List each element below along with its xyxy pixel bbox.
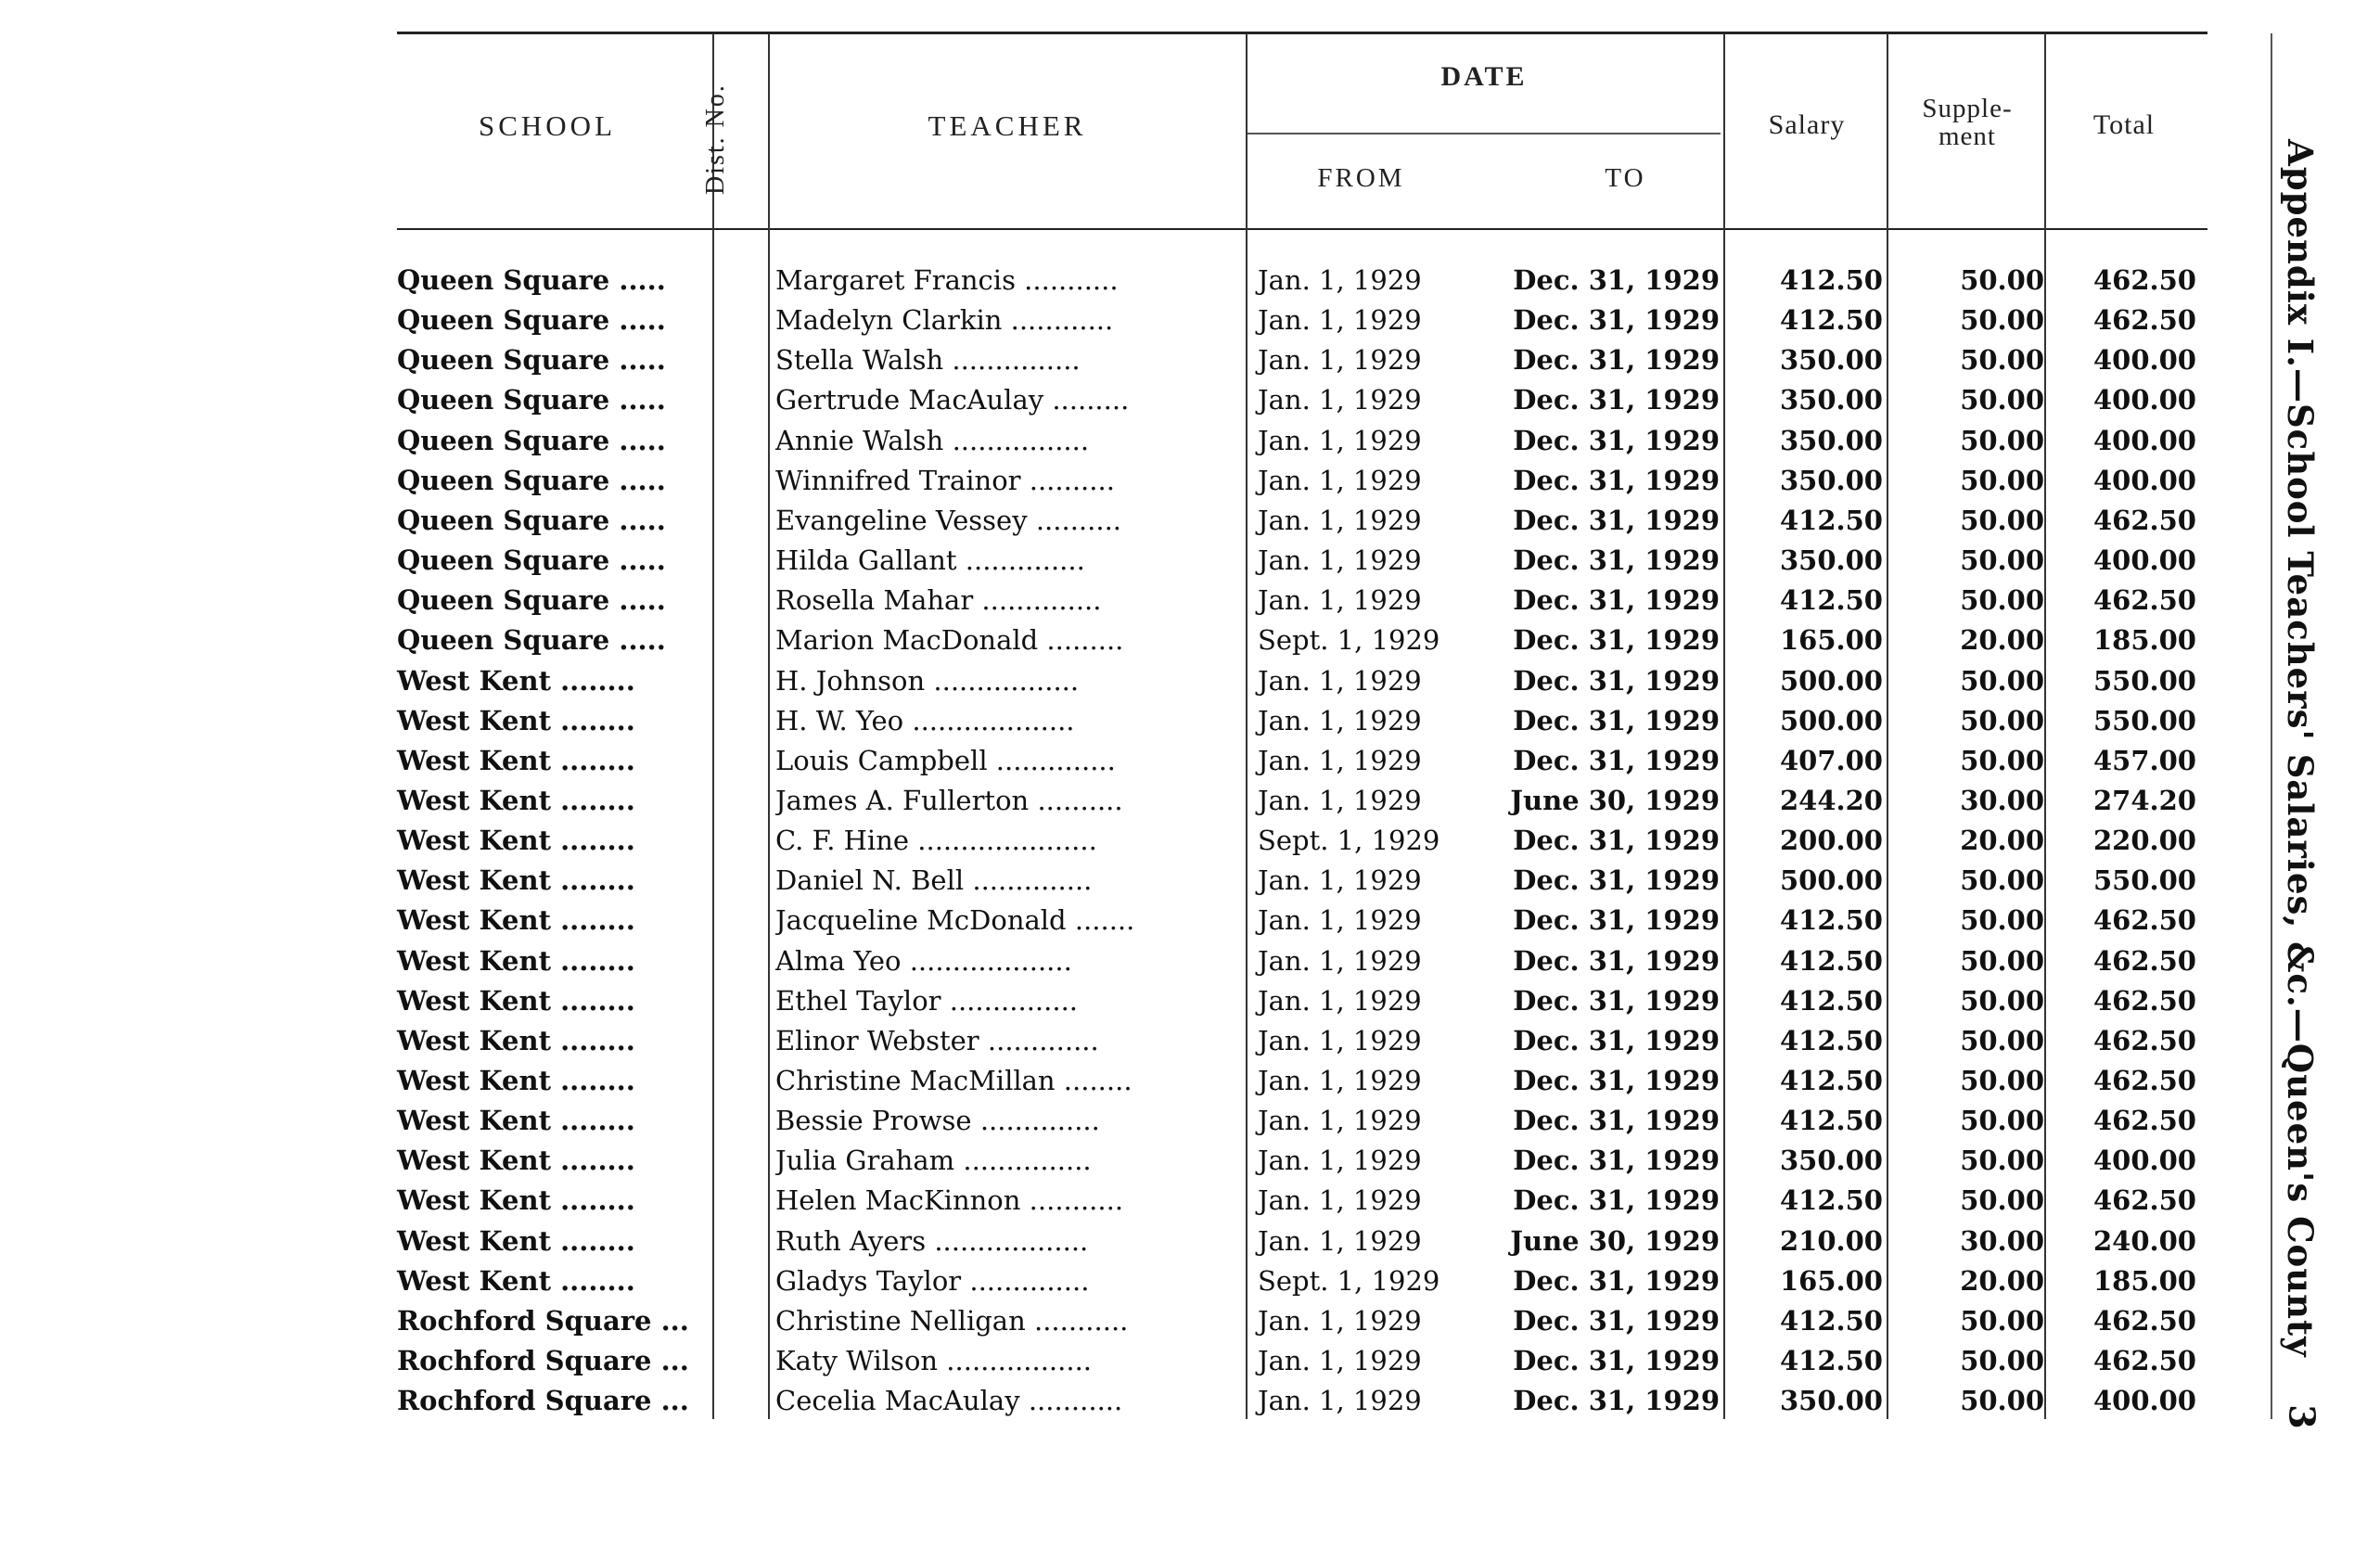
supplement-cell: 50.00 — [1960, 1024, 2044, 1056]
school-cell: Rochford Square ... — [397, 1304, 689, 1337]
salary-cell: 500.00 — [1780, 864, 1883, 897]
total-cell: 550.00 — [2093, 864, 2196, 897]
salary-cell: 500.00 — [1780, 704, 1883, 736]
supplement-cell: 50.00 — [1960, 1184, 2044, 1217]
teacher-cell: Stella Walsh ............... — [775, 344, 1081, 377]
table-row — [0, 621, 2226, 660]
total-cell: 185.00 — [2093, 1264, 2196, 1297]
date-to-cell: Dec. 31, 1929 — [1513, 1145, 1720, 1177]
school-cell: Queen Square ..... — [397, 624, 666, 657]
date-from-cell: Jan. 1, 1929 — [1258, 384, 1422, 416]
total-cell: 462.50 — [2093, 264, 2196, 296]
date-from-cell: Jan. 1, 1929 — [1258, 784, 1422, 816]
date-from-cell: Jan. 1, 1929 — [1258, 704, 1422, 736]
table-row — [0, 861, 2226, 901]
top-rule — [397, 32, 2207, 34]
teacher-cell: Christine Nelligan ........... — [775, 1304, 1129, 1337]
header-school: SCHOOL — [478, 109, 616, 142]
table-row — [0, 421, 2226, 461]
date-to-cell: Dec. 31, 1929 — [1513, 1065, 1720, 1096]
date-from-cell: Jan. 1, 1929 — [1258, 304, 1422, 337]
salary-cell: 350.00 — [1780, 1385, 1883, 1417]
table-row — [0, 741, 2226, 781]
date-from-cell: Jan. 1, 1929 — [1258, 464, 1422, 496]
date-to-cell: Dec. 31, 1929 — [1513, 1304, 1720, 1337]
date-from-cell: Jan. 1, 1929 — [1258, 424, 1422, 456]
table-row — [0, 1021, 2226, 1061]
salary-cell: 200.00 — [1780, 825, 1883, 857]
date-from-cell: Jan. 1, 1929 — [1258, 584, 1422, 617]
school-cell: Queen Square ..... — [397, 464, 666, 496]
date-to-cell: Dec. 31, 1929 — [1513, 1264, 1720, 1297]
date-to-cell: June 30, 1929 — [1510, 1224, 1720, 1257]
teacher-cell: Ethel Taylor ............... — [775, 984, 1079, 1017]
date-to-cell: Dec. 31, 1929 — [1513, 664, 1720, 697]
date-to-cell: Dec. 31, 1929 — [1513, 1385, 1720, 1417]
supplement-cell: 50.00 — [1960, 584, 2044, 617]
school-cell: West Kent ........ — [397, 825, 635, 857]
school-cell: West Kent ........ — [397, 1065, 635, 1096]
school-cell: West Kent ........ — [397, 1184, 635, 1217]
teacher-cell: Winnifred Trainor .......... — [775, 464, 1115, 496]
teacher-cell: Hilda Gallant .............. — [775, 544, 1085, 577]
school-cell: Queen Square ..... — [397, 344, 666, 377]
supplement-cell: 50.00 — [1960, 984, 2044, 1017]
salary-cell: 412.50 — [1780, 904, 1883, 937]
header-dist-no-label: Dist. No. — [701, 83, 730, 195]
teacher-cell: Gertrude MacAulay ......... — [775, 384, 1130, 416]
teacher-cell: Annie Walsh ................ — [775, 424, 1090, 456]
salary-cell: 412.50 — [1780, 1105, 1883, 1137]
header-bottom-rule — [397, 228, 2207, 230]
date-to-cell: Dec. 31, 1929 — [1513, 504, 1720, 536]
table-row — [0, 340, 2226, 380]
date-to-cell: Dec. 31, 1929 — [1513, 864, 1720, 897]
table-row — [0, 701, 2226, 741]
total-cell: 462.50 — [2093, 1065, 2196, 1096]
salary-cell: 350.00 — [1780, 544, 1883, 577]
date-to-cell: June 30, 1929 — [1510, 784, 1720, 816]
date-to-cell: Dec. 31, 1929 — [1513, 825, 1720, 857]
total-cell: 462.50 — [2093, 1105, 2196, 1137]
teacher-cell: Bessie Prowse .............. — [775, 1105, 1100, 1137]
date-from-cell: Jan. 1, 1929 — [1258, 344, 1422, 377]
date-from-cell: Sept. 1, 1929 — [1258, 825, 1440, 857]
date-to-cell: Dec. 31, 1929 — [1513, 264, 1720, 296]
total-cell: 274.20 — [2093, 784, 2196, 816]
supplement-cell: 50.00 — [1960, 904, 2044, 937]
date-to-cell: Dec. 31, 1929 — [1513, 1024, 1720, 1056]
school-cell: West Kent ........ — [397, 944, 635, 977]
supplement-cell: 50.00 — [1960, 544, 2044, 577]
header-supplement: Supple- ment — [1922, 94, 2013, 151]
salary-cell: 412.50 — [1780, 1065, 1883, 1096]
teacher-cell: Margaret Francis ........... — [775, 264, 1119, 296]
date-to-cell: Dec. 31, 1929 — [1513, 344, 1720, 377]
date-from-cell: Jan. 1, 1929 — [1258, 1304, 1422, 1337]
table-row — [0, 1061, 2226, 1101]
teacher-cell: Cecelia MacAulay ........... — [775, 1385, 1123, 1417]
date-from-cell: Jan. 1, 1929 — [1258, 264, 1422, 296]
date-from-cell: Jan. 1, 1929 — [1258, 1385, 1422, 1417]
teacher-cell: Evangeline Vessey .......... — [775, 504, 1122, 536]
date-to-cell: Dec. 31, 1929 — [1513, 704, 1720, 736]
date-to-cell: Dec. 31, 1929 — [1513, 984, 1720, 1017]
salary-cell: 412.50 — [1780, 984, 1883, 1017]
total-cell: 462.50 — [2093, 584, 2196, 617]
table-row — [0, 981, 2226, 1021]
school-cell: West Kent ........ — [397, 664, 635, 697]
school-cell: West Kent ........ — [397, 704, 635, 736]
date-from-cell: Jan. 1, 1929 — [1258, 944, 1422, 977]
table-row — [0, 581, 2226, 621]
table-row — [0, 901, 2226, 940]
teacher-cell: Katy Wilson ................. — [775, 1345, 1093, 1377]
salary-cell: 210.00 — [1780, 1224, 1883, 1257]
school-cell: Rochford Square ... — [397, 1385, 689, 1417]
date-from-cell: Jan. 1, 1929 — [1258, 1024, 1422, 1056]
salary-cell: 165.00 — [1780, 624, 1883, 657]
header-date: DATE — [1440, 61, 1528, 92]
school-cell: West Kent ........ — [397, 864, 635, 897]
date-to-cell: Dec. 31, 1929 — [1513, 744, 1720, 776]
total-cell: 462.50 — [2093, 304, 2196, 337]
salary-cell: 350.00 — [1780, 424, 1883, 456]
teacher-cell: Julia Graham ............... — [775, 1145, 1092, 1177]
table-row — [0, 941, 2226, 981]
supplement-cell: 50.00 — [1960, 304, 2044, 337]
supplement-cell: 20.00 — [1960, 1264, 2044, 1297]
date-to-cell: Dec. 31, 1929 — [1513, 464, 1720, 496]
school-cell: West Kent ........ — [397, 904, 635, 937]
teacher-cell: Helen MacKinnon ........... — [775, 1184, 1124, 1217]
side-title: Appendix I.—School Teachers' Salaries, &c.—Queen's County — [2280, 139, 2321, 1358]
supplement-cell: 50.00 — [1960, 704, 2044, 736]
salary-cell: 350.00 — [1780, 384, 1883, 416]
supplement-cell: 50.00 — [1960, 1385, 2044, 1417]
table-row — [0, 1222, 2226, 1261]
total-cell: 550.00 — [2093, 704, 2196, 736]
teacher-cell: Rosella Mahar .............. — [775, 584, 1102, 617]
date-divider-rule — [1248, 133, 1721, 134]
date-from-cell: Jan. 1, 1929 — [1258, 1065, 1422, 1096]
supplement-cell: 50.00 — [1960, 1105, 2044, 1137]
total-cell: 400.00 — [2093, 464, 2196, 496]
table-row — [0, 501, 2226, 541]
total-cell: 240.00 — [2093, 1224, 2196, 1257]
total-cell: 462.50 — [2093, 904, 2196, 937]
total-cell: 462.50 — [2093, 944, 2196, 977]
total-cell: 457.00 — [2093, 744, 2196, 776]
table-row — [0, 461, 2226, 501]
table-row — [0, 821, 2226, 861]
teacher-cell: H. Johnson ................. — [775, 664, 1080, 697]
table-row — [0, 1341, 2226, 1381]
total-cell: 400.00 — [2093, 424, 2196, 456]
supplement-cell: 50.00 — [1960, 464, 2044, 496]
school-cell: Queen Square ..... — [397, 264, 666, 296]
table-row — [0, 661, 2226, 701]
salary-cell: 244.20 — [1780, 784, 1883, 816]
date-to-cell: Dec. 31, 1929 — [1513, 544, 1720, 577]
table-row — [0, 541, 2226, 581]
salary-cell: 350.00 — [1780, 464, 1883, 496]
supplement-cell: 20.00 — [1960, 825, 2044, 857]
teacher-cell: James A. Fullerton .......... — [775, 784, 1123, 816]
date-from-cell: Jan. 1, 1929 — [1258, 1105, 1422, 1137]
total-cell: 462.50 — [2093, 1024, 2196, 1056]
header-to: TO — [1605, 163, 1646, 193]
date-to-cell: Dec. 31, 1929 — [1513, 1184, 1720, 1217]
teacher-cell: Marion MacDonald ......... — [775, 624, 1124, 657]
date-from-cell: Jan. 1, 1929 — [1258, 1184, 1422, 1217]
date-to-cell: Dec. 31, 1929 — [1513, 944, 1720, 977]
date-from-cell: Jan. 1, 1929 — [1258, 984, 1422, 1017]
salary-cell: 412.50 — [1780, 1345, 1883, 1377]
teacher-cell: Gladys Taylor .............. — [775, 1264, 1090, 1297]
total-cell: 400.00 — [2093, 1385, 2196, 1417]
total-cell: 400.00 — [2093, 384, 2196, 416]
supplement-cell: 50.00 — [1960, 504, 2044, 536]
date-from-cell: Jan. 1, 1929 — [1258, 664, 1422, 697]
total-cell: 185.00 — [2093, 624, 2196, 657]
header-salary: Salary — [1768, 109, 1846, 140]
school-cell: Rochford Square ... — [397, 1345, 689, 1377]
supplement-cell: 50.00 — [1960, 264, 2044, 296]
total-cell: 462.50 — [2093, 1345, 2196, 1377]
total-cell: 462.50 — [2093, 504, 2196, 536]
teacher-cell: Louis Campbell .............. — [775, 744, 1116, 776]
header-from: FROM — [1317, 163, 1405, 193]
table-row — [0, 301, 2226, 340]
total-cell: 462.50 — [2093, 1304, 2196, 1337]
school-cell: West Kent ........ — [397, 1145, 635, 1177]
supplement-cell: 30.00 — [1960, 1224, 2044, 1257]
date-to-cell: Dec. 31, 1929 — [1513, 1345, 1720, 1377]
table-row — [0, 1301, 2226, 1341]
date-to-cell: Dec. 31, 1929 — [1513, 624, 1720, 657]
salary-cell: 412.50 — [1780, 304, 1883, 337]
table-row — [0, 1101, 2226, 1141]
date-from-cell: Jan. 1, 1929 — [1258, 544, 1422, 577]
header-teacher: TEACHER — [928, 109, 1087, 142]
school-cell: West Kent ........ — [397, 984, 635, 1017]
salary-cell: 350.00 — [1780, 344, 1883, 377]
total-cell: 400.00 — [2093, 544, 2196, 577]
school-cell: Queen Square ..... — [397, 384, 666, 416]
total-cell: 400.00 — [2093, 344, 2196, 377]
date-from-cell: Jan. 1, 1929 — [1258, 864, 1422, 897]
supplement-cell: 50.00 — [1960, 344, 2044, 377]
salary-cell: 412.50 — [1780, 264, 1883, 296]
date-from-cell: Jan. 1, 1929 — [1258, 744, 1422, 776]
school-cell: Queen Square ..... — [397, 584, 666, 617]
school-cell: West Kent ........ — [397, 1105, 635, 1137]
school-cell: West Kent ........ — [397, 1264, 635, 1297]
salary-cell: 412.50 — [1780, 1184, 1883, 1217]
date-from-cell: Jan. 1, 1929 — [1258, 504, 1422, 536]
salary-cell: 412.50 — [1780, 584, 1883, 617]
date-to-cell: Dec. 31, 1929 — [1513, 384, 1720, 416]
supplement-cell: 50.00 — [1960, 1145, 2044, 1177]
table-row — [0, 1261, 2226, 1301]
salary-cell: 500.00 — [1780, 664, 1883, 697]
total-cell: 462.50 — [2093, 984, 2196, 1017]
salary-cell: 165.00 — [1780, 1264, 1883, 1297]
date-from-cell: Jan. 1, 1929 — [1258, 1145, 1422, 1177]
date-from-cell: Sept. 1, 1929 — [1258, 624, 1440, 657]
table-row — [0, 1381, 2226, 1421]
supplement-cell: 50.00 — [1960, 864, 2044, 897]
supplement-cell: 20.00 — [1960, 624, 2044, 657]
supplement-cell: 50.00 — [1960, 664, 2044, 697]
salary-cell: 412.50 — [1780, 1024, 1883, 1056]
table-row — [0, 1141, 2226, 1181]
supplement-cell: 50.00 — [1960, 384, 2044, 416]
school-cell: West Kent ........ — [397, 784, 635, 816]
teacher-cell: Jacqueline McDonald ....... — [775, 904, 1135, 937]
table-row — [0, 380, 2226, 420]
date-from-cell: Jan. 1, 1929 — [1258, 1224, 1422, 1257]
header-dist-no — [701, 83, 731, 195]
supplement-cell: 50.00 — [1960, 944, 2044, 977]
total-cell: 220.00 — [2093, 825, 2196, 857]
supplement-cell: 50.00 — [1960, 744, 2044, 776]
total-cell: 550.00 — [2093, 664, 2196, 697]
school-cell: Queen Square ..... — [397, 544, 666, 577]
date-from-cell: Sept. 1, 1929 — [1258, 1264, 1440, 1297]
date-to-cell: Dec. 31, 1929 — [1513, 584, 1720, 617]
supplement-cell: 30.00 — [1960, 784, 2044, 816]
date-to-cell: Dec. 31, 1929 — [1513, 1105, 1720, 1137]
date-to-cell: Dec. 31, 1929 — [1513, 904, 1720, 937]
salary-cell: 407.00 — [1780, 744, 1883, 776]
teacher-cell: H. W. Yeo ................... — [775, 704, 1075, 736]
supplement-cell: 50.00 — [1960, 1304, 2044, 1337]
date-from-cell: Jan. 1, 1929 — [1258, 1345, 1422, 1377]
teacher-cell: Elinor Webster ............. — [775, 1024, 1099, 1056]
table-row — [0, 261, 2226, 301]
school-cell: Queen Square ..... — [397, 304, 666, 337]
school-cell: West Kent ........ — [397, 1224, 635, 1257]
table-row — [0, 781, 2226, 821]
date-to-cell: Dec. 31, 1929 — [1513, 424, 1720, 456]
page-number: 3 — [2281, 1404, 2323, 1429]
page-edge-rule — [2271, 33, 2272, 1419]
school-cell: Queen Square ..... — [397, 504, 666, 536]
salary-cell: 412.50 — [1780, 1304, 1883, 1337]
salary-cell: 350.00 — [1780, 1145, 1883, 1177]
teacher-cell: Christine MacMillan ........ — [775, 1065, 1132, 1096]
school-cell: Queen Square ..... — [397, 424, 666, 456]
salary-cell: 412.50 — [1780, 944, 1883, 977]
school-cell: West Kent ........ — [397, 744, 635, 776]
supplement-cell: 50.00 — [1960, 1345, 2044, 1377]
table-row — [0, 1181, 2226, 1221]
date-to-cell: Dec. 31, 1929 — [1513, 304, 1720, 337]
teacher-cell: Madelyn Clarkin ............ — [775, 304, 1114, 337]
total-cell: 462.50 — [2093, 1184, 2196, 1217]
teacher-cell: Ruth Ayers .................. — [775, 1224, 1089, 1257]
salary-cell: 412.50 — [1780, 504, 1883, 536]
date-from-cell: Jan. 1, 1929 — [1258, 904, 1422, 937]
teacher-cell: Daniel N. Bell .............. — [775, 864, 1093, 897]
school-cell: West Kent ........ — [397, 1024, 635, 1056]
supplement-cell: 50.00 — [1960, 424, 2044, 456]
teacher-cell: C. F. Hine ..................... — [775, 825, 1097, 857]
header-total: Total — [2092, 109, 2156, 140]
supplement-cell: 50.00 — [1960, 1065, 2044, 1096]
teacher-cell: Alma Yeo ................... — [775, 944, 1072, 977]
total-cell: 400.00 — [2093, 1145, 2196, 1177]
